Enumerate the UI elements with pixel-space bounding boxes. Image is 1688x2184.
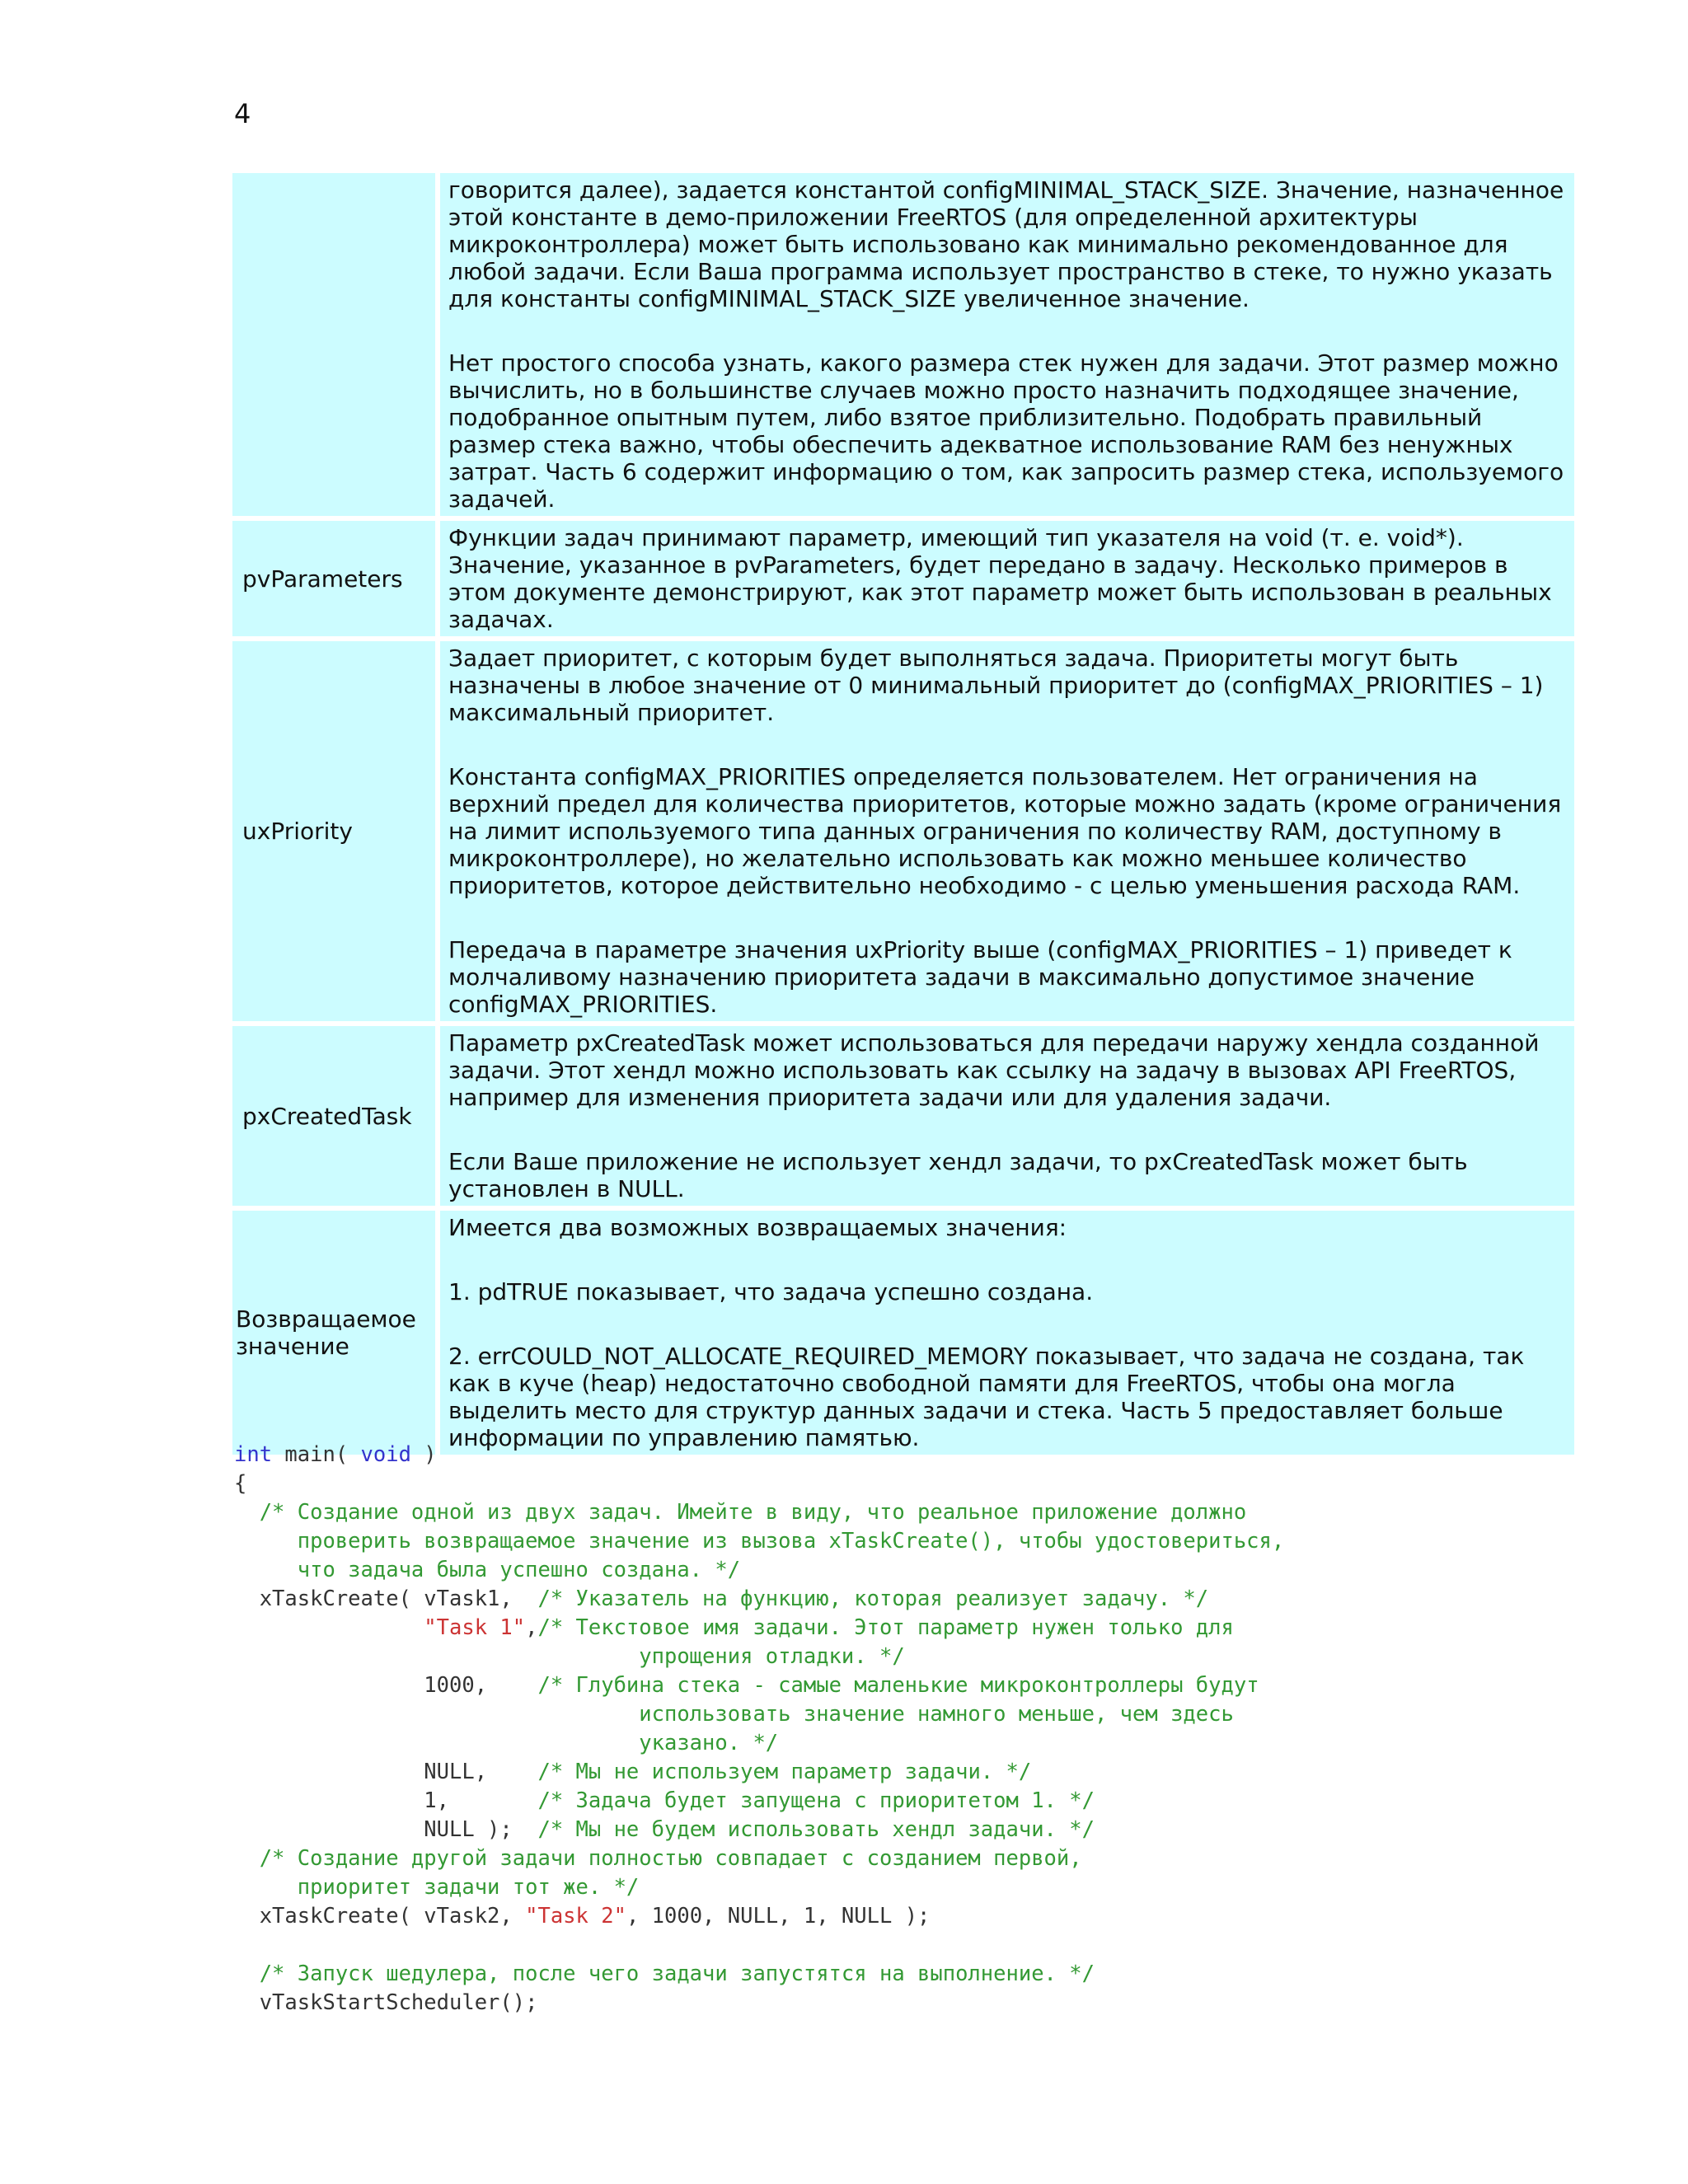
code-comment: /* Текстовое имя задачи. Этот параметр нужен только для: [537, 1615, 1234, 1640]
code-comment: проверить возвращаемое значение из вызова xTaskCreate(), чтобы удостовериться,: [234, 1529, 1285, 1554]
description-paragraph: говорится далее), задается константой configMINIMAL_STACK_SIZE. Значение, назначенное этой константе в демо-приложении FreeRTOS (для определенной архитектуры микроконтроллера) может быть использовано как минимально рекомендованное для любой задачи. Если Ваша программа использует пространство в стеке, то нужно указать для константы configMINIMAL_STACK_SIZE увеличенное значение.: [448, 176, 1564, 312]
code-text: xTaskCreate( vTask1,: [234, 1586, 538, 1611]
param-name-cell: pxCreatedTask: [232, 1026, 435, 1206]
description-paragraph: Константа configMAX_PRIORITIES определяется пользователем. Нет ограничения на верхний предел для количества приоритетов, которые можно задать (кроме ограничения на лимит используемого типа данных ограничения по количеству RAM, доступному в микроконтроллере), но желательно использовать как можно меньшее количество приоритетов, которое действительно необходимо - с целью уменьшения расхода RAM.: [448, 763, 1562, 899]
code-comment: что задача была успешно создана. */: [234, 1558, 741, 1582]
code-text: NULL );: [234, 1817, 538, 1842]
code-keyword: int: [234, 1442, 273, 1467]
description-paragraph: Передача в параметре значения uxPriority выше (configMAX_PRIORITIES – 1) приведет к молчаливому назначению приоритета задачи в максимально допустимое значение configMAX_PRIORITIES.: [448, 936, 1512, 1018]
param-description-cell: [440, 1211, 1574, 1455]
code-line: {: [234, 1471, 247, 1496]
code-comment: упрощения отладки. */: [234, 1644, 905, 1669]
code-line: [234, 1441, 1586, 1469]
code-text: ,: [525, 1615, 538, 1640]
code-comment: /* Мы не будем использовать хендл задачи. */: [537, 1817, 1095, 1842]
code-comment: приоритет задачи тот же. */: [234, 1875, 640, 1900]
description-paragraph: Функции задач принимают параметр, имеющий тип указателя на void (т. е. void*). Значение, указанное в pvParameters, будет передано в задачу. Несколько примеров в этом документе демонстрируют, как этот параметр может быть использован в реальных задачах.: [448, 524, 1552, 633]
code-text: main(: [272, 1442, 361, 1467]
code-keyword: void: [360, 1442, 411, 1467]
code-line: [234, 1758, 1586, 1787]
table-row-pvparameters: [232, 521, 1574, 636]
description-paragraph: Нет простого способа узнать, какого размера стек нужен для задачи. Этот размер можно вычислить, но в большинстве случаев можно просто назначить подходящее значение, подобранное опытным путем, либо взятое приблизительно. Подобрать правильный размер стека важно, чтобы обеспечить адекватное использование RAM без ненужных затрат. Часть 6 содержит информацию о том, как запросить размер стека, используемого задачей.: [448, 349, 1564, 513]
description-paragraph: Имеется два возможных возвращаемых значения:: [448, 1214, 1067, 1241]
param-description-cell: [440, 521, 1574, 636]
code-text: 1000,: [234, 1673, 538, 1698]
parameter-table: [232, 173, 1574, 1460]
param-name-cell: pvParameters: [232, 521, 435, 636]
param-description-cell: [440, 641, 1574, 1021]
code-line: vTaskStartScheduler();: [234, 1990, 538, 2015]
code-comment: /* Глубина стека - самые маленькие микроконтроллеры будут: [537, 1673, 1259, 1698]
code-comment: /* Мы не используем параметр задачи. */: [537, 1760, 1032, 1784]
code-string: "Task 1": [424, 1615, 526, 1640]
code-string: "Task 2": [525, 1904, 626, 1929]
code-line: [234, 1902, 1586, 1931]
code-text: [234, 1615, 424, 1640]
code-comment: /* Создание другой задачи полностью совпадает с созданием первой,: [234, 1846, 1082, 1871]
code-text: , 1000, NULL, 1, NULL );: [626, 1904, 931, 1929]
code-comment: /* Запуск шедулера, после чего задачи запустятся на выполнение. */: [234, 1961, 1095, 1986]
param-name-cell: [232, 173, 435, 516]
code-text: NULL,: [234, 1760, 538, 1784]
description-paragraph: 1. pdTRUE показывает, что задача успешно создана.: [448, 1278, 1094, 1305]
table-row-return-value: [232, 1211, 1574, 1455]
code-comment: /* Указатель на функцию, которая реализует задачу. */: [537, 1586, 1209, 1611]
description-paragraph: Задает приоритет, с которым будет выполняться задача. Приоритеты могут быть назначены в любое значение от 0 минимальный приоритет до (configMAX_PRIORITIES – 1) максимальный приоритет.: [448, 644, 1544, 726]
code-comment: /* Задача будет запущена с приоритетом 1. */: [537, 1788, 1095, 1813]
table-row-pxcreatedtask: [232, 1026, 1574, 1206]
table-row-uxpriority: [232, 641, 1574, 1021]
code-text: xTaskCreate( vTask2,: [234, 1904, 526, 1929]
param-description-cell: [440, 173, 1574, 516]
code-comment: /* Создание одной из двух задач. Имейте в виду, что реальное приложение должно: [234, 1500, 1247, 1525]
description-paragraph: 2. errCOULD_NOT_ALLOCATE_REQUIRED_MEMORY показывает, что задача не создана, так как в куче (heap) недостаточно свободной памяти для FreeRTOS, чтобы она могла выделить место для структур данных задачи и стека. Часть 5 предоставляет больше информации по управлению памятью.: [448, 1343, 1525, 1451]
code-line: [234, 1816, 1586, 1844]
code-line: [234, 1585, 1586, 1614]
description-paragraph: Если Ваше приложение не использует хендл задачи, то pxCreatedTask может быть установлен в NULL.: [448, 1148, 1468, 1202]
code-listing: [234, 1441, 1586, 2018]
code-line: [234, 1787, 1586, 1816]
code-line: [234, 1614, 1586, 1643]
code-comment: использовать значение намного меньше, чем здесь: [234, 1702, 1234, 1727]
param-name-cell: Возвращаемое значение: [232, 1211, 435, 1455]
param-name-cell: uxPriority: [232, 641, 435, 1021]
code-text: ): [410, 1442, 437, 1467]
param-description-cell: [440, 1026, 1574, 1206]
table-row-stack-depth-continued: [232, 173, 1574, 516]
page-number: 4: [234, 98, 251, 129]
description-paragraph: Параметр pxCreatedTask может использоваться для передачи наружу хендла созданной задачи. Этот хендл можно использовать как ссылку на задачу в вызовах API FreeRTOS, например для изменения приоритета задачи или для удаления задачи.: [448, 1029, 1540, 1111]
code-text: 1,: [234, 1788, 538, 1813]
code-line: [234, 1671, 1586, 1700]
code-comment: указано. */: [234, 1731, 779, 1755]
code-blank-line: [234, 1931, 1586, 1960]
